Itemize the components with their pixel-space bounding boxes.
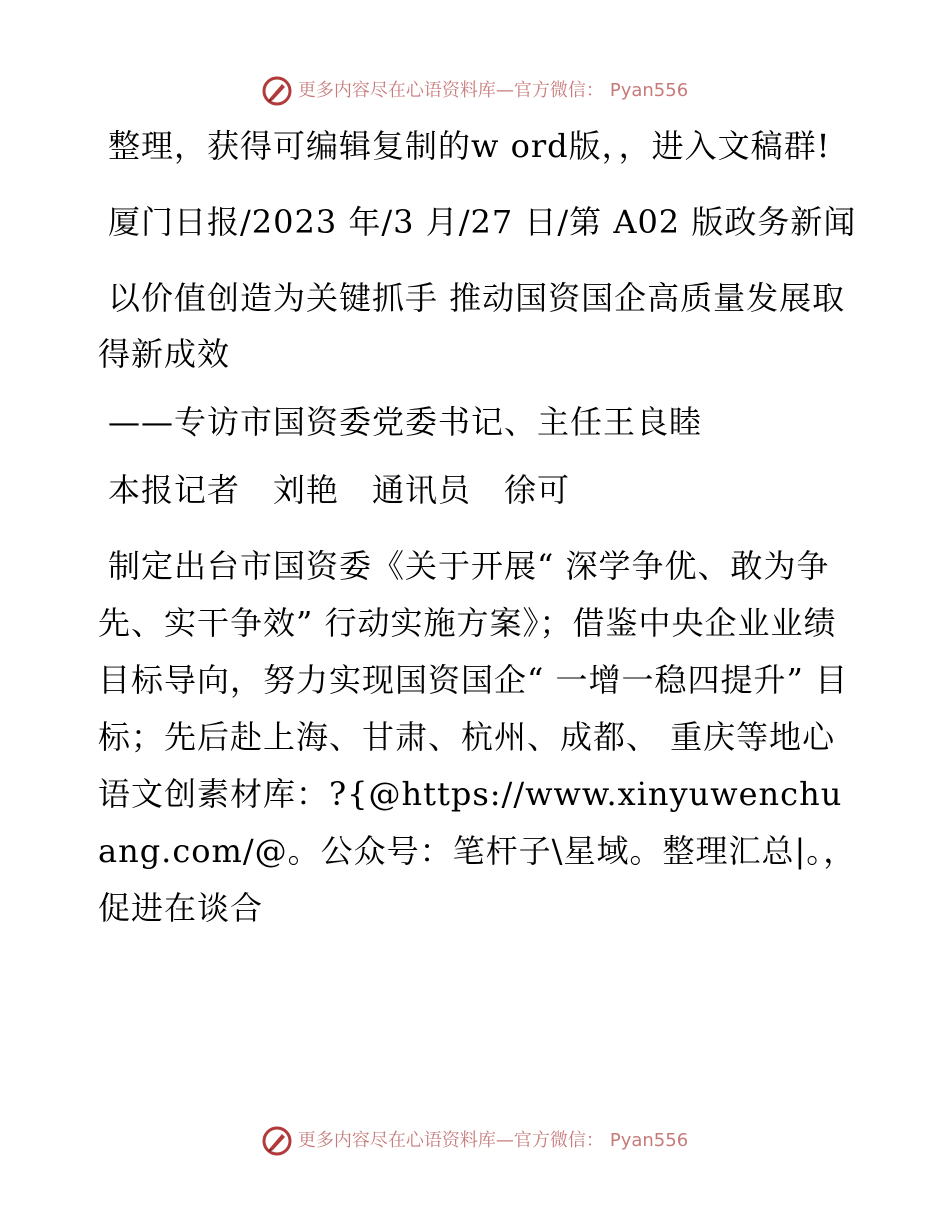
subheadline: ——专访市国资委党委书记、主任王良睦 bbox=[108, 403, 703, 441]
footer-watermark bbox=[0, 1126, 950, 1156]
quill-logo-icon bbox=[262, 76, 292, 106]
intro-paragraph: 整理，获得可编辑复制的w ord版，，进入文稿群! bbox=[108, 127, 831, 165]
watermark-text: 更多内容尽在心语资料库—官方微信： bbox=[297, 1130, 604, 1151]
body-paragraph: 制定出台市国资委《关于开展“ 深学争优、敢为争先、实干争效” 行动实施方案》；借鉴中央企业业绩目标导向，努力实现国资国企“ 一增一稳四提升” 目标；先后赴上海、甘肃、杭州、成都、 重庆等地心语文创素材库：?{@https://www.xinyuwenchuang.com/@。公众号：笔杆子\星域。整理汇总|。， 促进在谈合 bbox=[98, 547, 857, 927]
headline: 以价值创造为关键抓手 推动国资国企高质量发展取得新成效 bbox=[98, 279, 846, 373]
document-body bbox=[98, 118, 858, 937]
watermark-wechat-id: Pyan556 bbox=[609, 80, 689, 101]
byline: 本报记者 刘艳 通讯员 徐可 bbox=[108, 471, 571, 509]
quill-logo-icon bbox=[262, 1126, 292, 1156]
watermark-text: 更多内容尽在心语资料库—官方微信： bbox=[297, 80, 604, 101]
watermark-wechat-id: Pyan556 bbox=[609, 1130, 689, 1151]
header-watermark bbox=[0, 76, 950, 106]
source-line: 厦门日报/2023 年/3 月/27 日/第 A02 版政务新闻 bbox=[108, 203, 857, 241]
